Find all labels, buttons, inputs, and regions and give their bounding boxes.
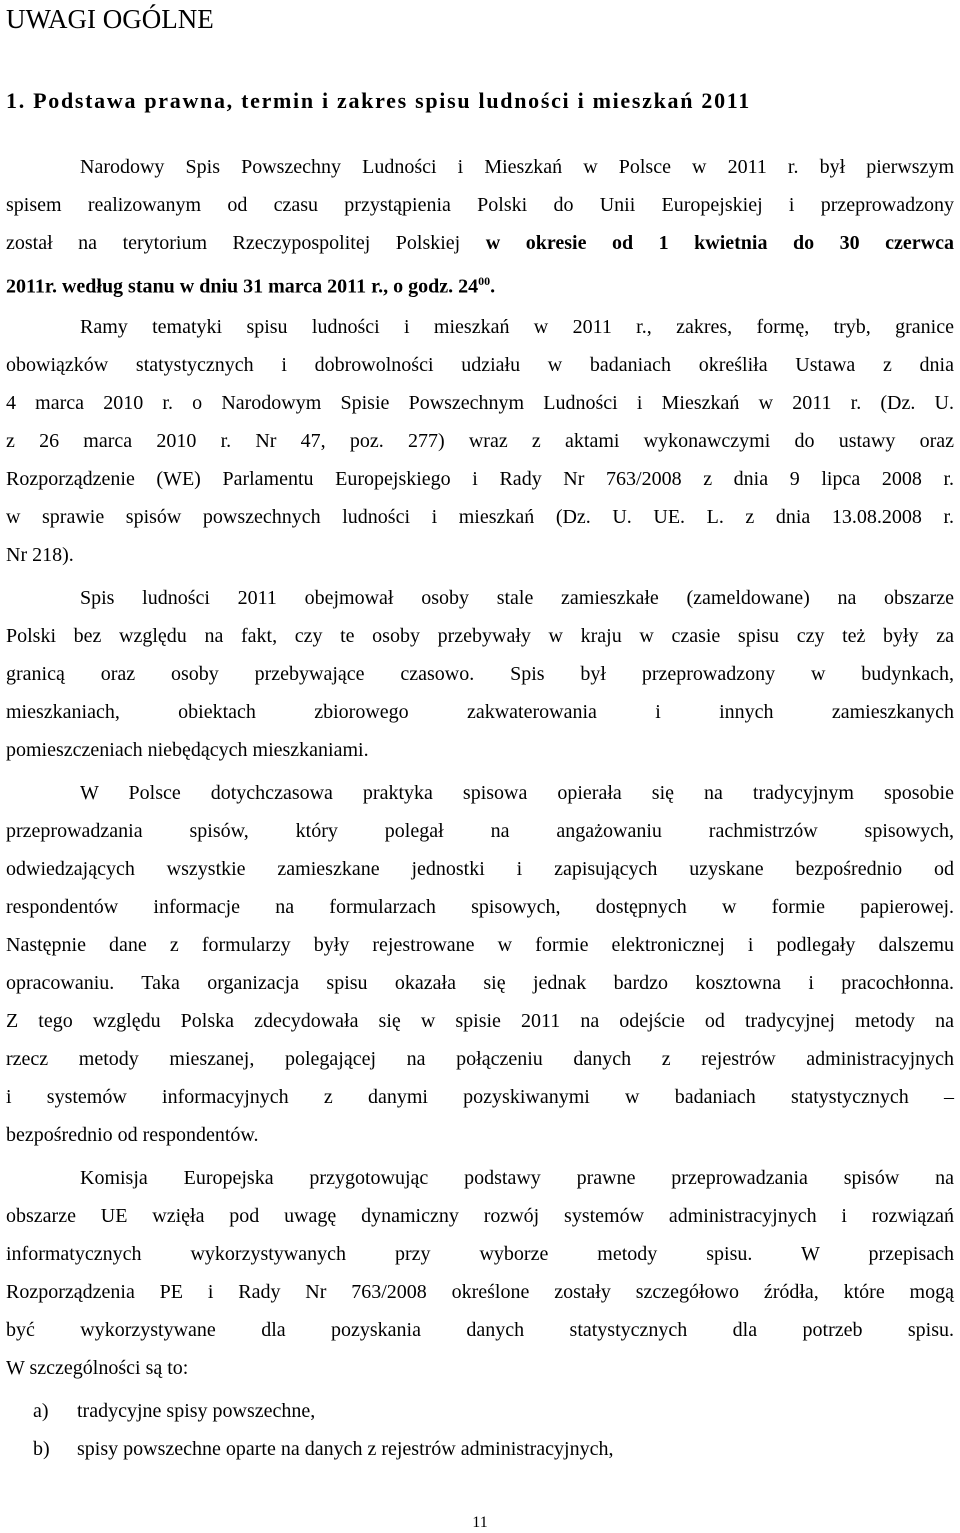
paragraph-line: i systemów informacyjnych z danymi pozyskiwanymi w badaniach statystycznych – <box>6 1086 954 1108</box>
paragraph-line: przeprowadzania spisów, który polegał na angażowaniu rachmistrzów spisowych, <box>6 820 954 842</box>
paragraph-line: rzecz metody mieszanej, polegającej na połączeniu danych z rejestrów administracyjnych <box>6 1048 954 1070</box>
paragraph-line: Narodowy Spis Powszechny Ludności i Mieszkań w Polsce w 2011 r. był pierwszym <box>80 156 954 178</box>
paragraph-line: bezpośrednio od respondentów. <box>6 1124 259 1146</box>
superscript: 00 <box>478 274 491 288</box>
paragraph-line: pomieszczeniach niebędących mieszkaniami. <box>6 739 369 761</box>
paragraph-line: Następnie dane z formularzy były rejestrowane w formie elektronicznej i podlegały dalszemu <box>6 934 954 956</box>
paragraph-line: odwiedzających wszystkie zamieszkane jednostki i zapisujących uzyskane bezpośrednio od <box>6 858 954 880</box>
list-item <box>33 1399 315 1423</box>
page-number: 11 <box>472 1514 488 1531</box>
paragraph-line: obszarze UE wzięła pod uwagę dynamiczny rozwój systemów administracyjnych i rozwiązań <box>6 1205 954 1227</box>
bold-text-run: . <box>490 275 496 298</box>
paragraph-line: W szczególności są to: <box>6 1357 189 1379</box>
paragraph-line: Rozporządzenie (WE) Parlamentu Europejskiego i Rady Nr 763/2008 z dnia 9 lipca 2008 r. <box>6 468 954 490</box>
paragraph-line: W Polsce dotychczasowa praktyka spisowa opierała się na tradycyjnym sposobie <box>80 782 954 804</box>
paragraph-line: Komisja Europejska przygotowując podstawy prawne przeprowadzania spisów na <box>80 1167 954 1189</box>
paragraph-line: w sprawie spisów powszechnych ludności i mieszkań (Dz. U. UE. L. z dnia 13.08.2008 r. <box>6 506 954 528</box>
paragraph-line: granicą oraz osoby przebywające czasowo. Spis był przeprowadzony w budynkach, <box>6 663 954 685</box>
paragraph-line: Rozporządzenia PE i Rady Nr 763/2008 określone zostały szczegółowo źródła, które mogą <box>6 1281 954 1303</box>
text-run: został na terytorium Rzeczypospolitej Polskiej <box>6 232 486 254</box>
paragraph-line: Ramy tematyki spisu ludności i mieszkań w 2011 r., zakres, formę, tryb, granice <box>80 316 954 338</box>
list-marker: b) <box>33 1438 50 1460</box>
paragraph-line: informatycznych wykorzystywanych przy wyborze metody spisu. W przepisach <box>6 1243 954 1265</box>
section-title: 1. Podstawa prawna, termin i zakres spisu ludności i mieszkań 2011 <box>6 88 751 113</box>
paragraph-line: respondentów informacje na formularzach spisowych, dostępnych w formie papierowej. <box>6 896 954 918</box>
bold-text-run: 2011r. według stanu w dniu 31 marca 2011 r., o godz. 24 <box>6 275 479 298</box>
page-heading: UWAGI OGÓLNE <box>6 4 214 34</box>
paragraph-line: mieszkaniach, obiektach zbiorowego zakwaterowania i innych zamieszkanych <box>6 701 954 723</box>
list-item-text: spisy powszechne oparte na danych z rejestrów administracyjnych, <box>77 1438 614 1460</box>
paragraph-line <box>6 231 954 255</box>
paragraph-line: Nr 218). <box>6 544 74 566</box>
paragraph-line: obowiązków statystycznych i dobrowolności udziału w badaniach określiła Ustawa z dnia <box>6 354 954 376</box>
paragraph-line <box>6 269 954 299</box>
bold-text-run: w okresie od 1 kwietnia do 30 czerwca <box>485 232 954 254</box>
list-item-text: tradycyjne spisy powszechne, <box>77 1400 316 1422</box>
paragraph-line: Spis ludności 2011 obejmował osoby stale zamieszkałe (zameldowane) na obszarze <box>80 587 954 609</box>
paragraph-line: opracowaniu. Taka organizacja spisu okazała się jednak bardzo kosztowna i pracochłonna. <box>6 972 954 994</box>
paragraph-line: z 26 marca 2010 r. Nr 47, poz. 277) wraz z aktami wykonawczymi do ustawy oraz <box>6 430 954 452</box>
paragraph-line: Polski bez względu na fakt, czy te osoby przebywały w kraju w czasie spisu czy też były za <box>6 625 954 647</box>
list-marker: a) <box>33 1400 49 1422</box>
list-item <box>33 1437 613 1461</box>
paragraph-line: spisem realizowanym od czasu przystąpienia Polski do Unii Europejskiej i przeprowadzony <box>6 194 954 216</box>
paragraph-line: 4 marca 2010 r. o Narodowym Spisie Powszechnym Ludności i Mieszkań w 2011 r. (Dz. U. <box>6 392 954 414</box>
paragraph-line: być wykorzystywane dla pozyskania danych statystycznych dla potrzeb spisu. <box>6 1319 954 1341</box>
paragraph-line: Z tego względu Polska zdecydowała się w spisie 2011 na odejście od tradycyjnej metody na <box>6 1010 954 1032</box>
